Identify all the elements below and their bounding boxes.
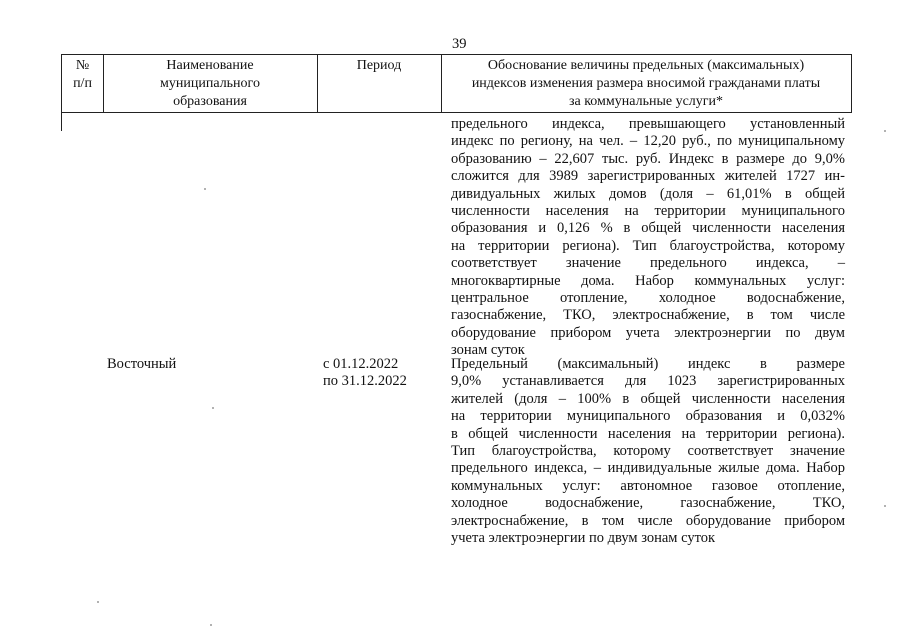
text-line: зонам суток xyxy=(451,342,525,359)
table-left-border xyxy=(61,113,62,131)
text-line: образования и 0,126 % в общей численности населения xyxy=(451,220,845,237)
text-line: учета электроэнергии по двум зонам суток xyxy=(451,530,716,547)
row-justification xyxy=(451,356,845,547)
text-line: газоснабжение, ТКО, электроснабжение, в том числе xyxy=(451,307,845,324)
table-header xyxy=(61,54,852,113)
row-municipality xyxy=(107,356,176,373)
text-line: на территории региона). Тип благоустройства, которому xyxy=(451,237,845,254)
text-line: соответствует значение предельного индекса, – xyxy=(451,255,845,272)
scan-speck xyxy=(97,601,99,603)
header-line: № xyxy=(75,58,90,73)
text-line: многоквартирные дома. Набор коммунальных услуг: xyxy=(451,272,845,289)
text-line: коммунальных услуг: автономное газовое отопление, xyxy=(451,477,845,494)
text-line: сложится для 3989 зарегистрированных жителей 1727 ин- xyxy=(451,168,845,185)
period-end: по 31.12.2022 xyxy=(323,373,407,390)
text-line: 9,0% устанавливается для 1023 зарегистрированных xyxy=(451,373,845,390)
text-line: жителей (доля – 100% в общей численности населения xyxy=(451,390,845,407)
scan-speck xyxy=(884,505,886,507)
text-line: численности населения на территории муниципального xyxy=(451,203,845,220)
header-line: Обоснование величины предельных (максимальных) xyxy=(487,58,805,73)
text-line: центральное отопление, холодное водоснабжение, xyxy=(451,290,845,307)
text-line: дивидуальных жилых домов (доля – 61,01% в общей xyxy=(451,185,845,202)
header-municipality xyxy=(103,57,317,111)
text-line: оборудование прибором учета электроэнергии по двум xyxy=(451,324,845,341)
header-line: Наименование xyxy=(166,58,254,73)
row-period xyxy=(323,356,407,391)
text-line: на территории муниципального образования и 0,032% xyxy=(451,408,845,425)
header-line: п/п xyxy=(73,76,92,91)
text-line: индекс по региону, на чел. – 12,20 руб., по муниципальному xyxy=(451,133,845,150)
text-line: Тип благоустройства, которому соответствует значение xyxy=(451,443,845,460)
scan-speck xyxy=(204,188,206,190)
page-number: 39 xyxy=(452,36,467,52)
continued-justification-text xyxy=(451,116,845,360)
text-line: электроснабжение, в том числе оборудование прибором xyxy=(451,512,845,529)
text-line: в общей численности населения на территории региона). xyxy=(451,425,845,442)
header-number xyxy=(62,57,103,93)
header-line: за коммунальные услуги* xyxy=(568,94,724,109)
scan-speck xyxy=(884,130,886,132)
text-line: холодное водоснабжение, газоснабжение, ТКО, xyxy=(451,495,845,512)
header-period xyxy=(317,57,441,75)
text-line: Предельный (максимальный) индекс в размере xyxy=(451,356,845,372)
scan-speck xyxy=(210,624,212,626)
header-line: индексов изменения размера вносимой гражданами платы xyxy=(471,76,821,91)
header-line: Период xyxy=(356,58,402,73)
text-line: предельного индекса, превышающего установленный xyxy=(451,116,845,132)
text-line: образованию – 22,607 тыс. руб. Индекс в размере до 9,0% xyxy=(451,150,845,167)
header-line: образования xyxy=(173,94,247,109)
municipality-name: Восточный xyxy=(107,356,177,372)
header-line: муниципального xyxy=(160,76,260,91)
scan-speck xyxy=(212,407,214,409)
header-justification xyxy=(441,57,851,111)
period-start: с 01.12.2022 xyxy=(323,356,399,372)
text-line: предельного индекса, – индивидуальные жилые дома. Набор xyxy=(451,460,845,477)
